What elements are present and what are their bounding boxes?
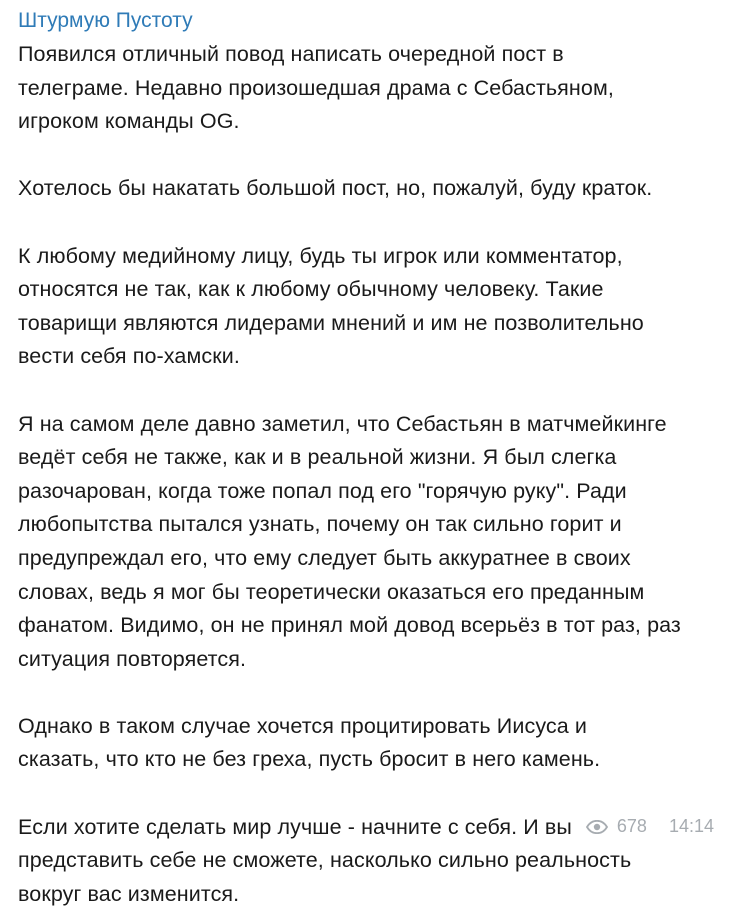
channel-name-link[interactable]: Штурмую Пустоту	[18, 9, 193, 32]
eye-icon	[585, 819, 609, 835]
post-paragraph-5: Однако в таком случае хочется процитировать Иисуса и сказать, что кто не без греха, пусть бросит в него камень.	[18, 713, 601, 772]
post-time: 14:14	[668, 816, 714, 836]
post-text	[18, 38, 712, 911]
post-paragraph-3: К любому медийному лицу, будь ты игрок или комментатор, относятся не так, как к любому обычному человеку. Такие товарищи являются лидерами мнений и им не позволительно вести себя по-хамски.	[18, 243, 644, 369]
view-count: 678	[616, 816, 647, 836]
post-paragraph-1: Появился отличный повод написать очередной пост в телеграме. Недавно произошедшая драма с Себастьяном, игроком команды OG.	[18, 42, 614, 134]
post-meta	[585, 816, 714, 837]
post-paragraph-6: Если хотите сделать мир лучше - начните с себя. И вы представить себе не сможете, насколько сильно реальность вокруг вас изменится.	[18, 814, 632, 906]
post-paragraph-4: Я на самом деле давно заметил, что Себастьян в матчмейкинге ведёт себя не также, как и в реальной жизни. Я был слегка разочарован, когда тоже попал под его "горячую руку". Ради любопытства пытался узнать, почему он так сильно горит и предупреждал его, что ему следует быть аккуратнее в своих словах, ведь я мог бы теоретически оказаться его преданным фанатом. Видимо, он не принял мой довод всерьёз в тот раз, раз ситуация повторяется.	[18, 411, 681, 671]
post-paragraph-2: Хотелось бы накатать большой пост, но, пожалуй, буду краток.	[18, 176, 653, 201]
